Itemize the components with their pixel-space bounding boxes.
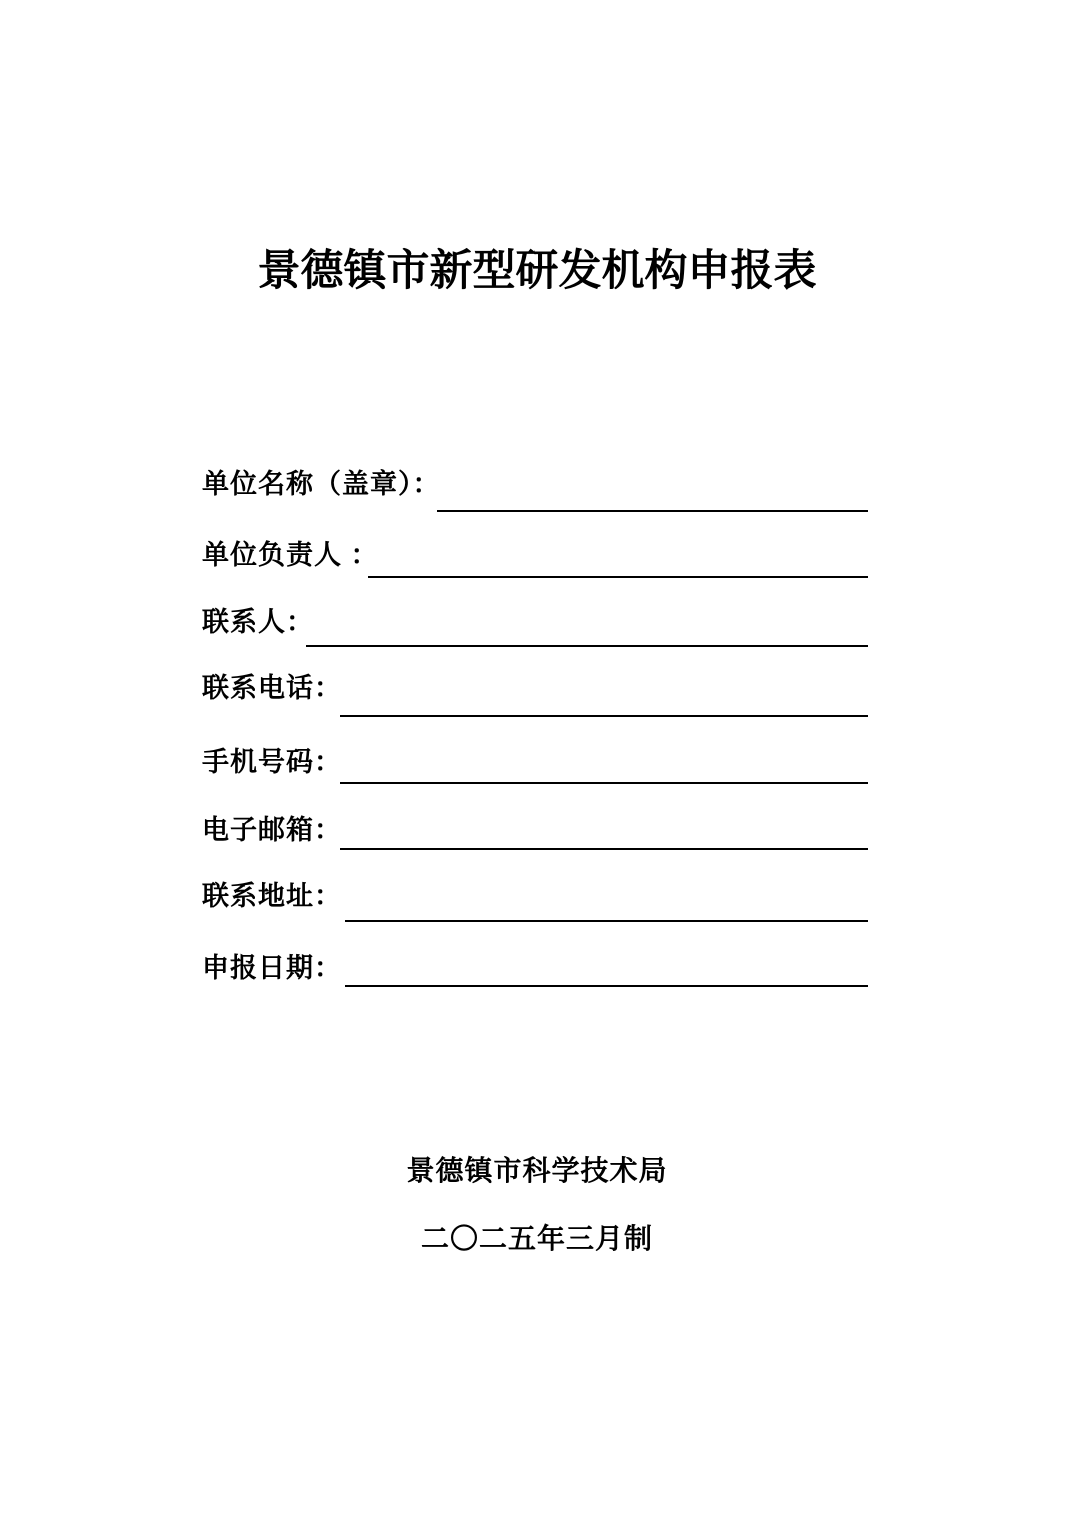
- blank-line-email[interactable]: [340, 848, 868, 850]
- field-label-application-date: 申报日期：: [202, 953, 342, 983]
- field-label-unit-head: 单位负责人 ：: [202, 540, 379, 570]
- field-label-email: 电子邮箱：: [202, 815, 342, 845]
- blank-line-mobile-number[interactable]: [340, 782, 868, 784]
- field-label-contact-address: 联系地址：: [202, 881, 342, 911]
- blank-line-unit-name[interactable]: [437, 510, 868, 512]
- footer-issue-date: 二〇二五年三月制: [420, 1223, 653, 1254]
- blank-line-unit-head[interactable]: [368, 576, 868, 578]
- blank-line-application-date[interactable]: [345, 985, 868, 987]
- blank-line-contact-person[interactable]: [306, 645, 868, 647]
- footer-issuing-organization: 景德镇市科学技术局: [406, 1155, 668, 1186]
- blank-line-contact-address[interactable]: [345, 920, 868, 922]
- blank-line-contact-phone[interactable]: [340, 715, 868, 717]
- page-title: 景德镇市新型研发机构申报表: [257, 248, 817, 295]
- field-label-mobile-number: 手机号码：: [202, 747, 342, 777]
- field-label-contact-phone: 联系电话：: [202, 673, 342, 703]
- field-label-unit-name: 单位名称（盖章）：: [202, 469, 441, 499]
- field-label-contact-person: 联系人：: [202, 607, 314, 637]
